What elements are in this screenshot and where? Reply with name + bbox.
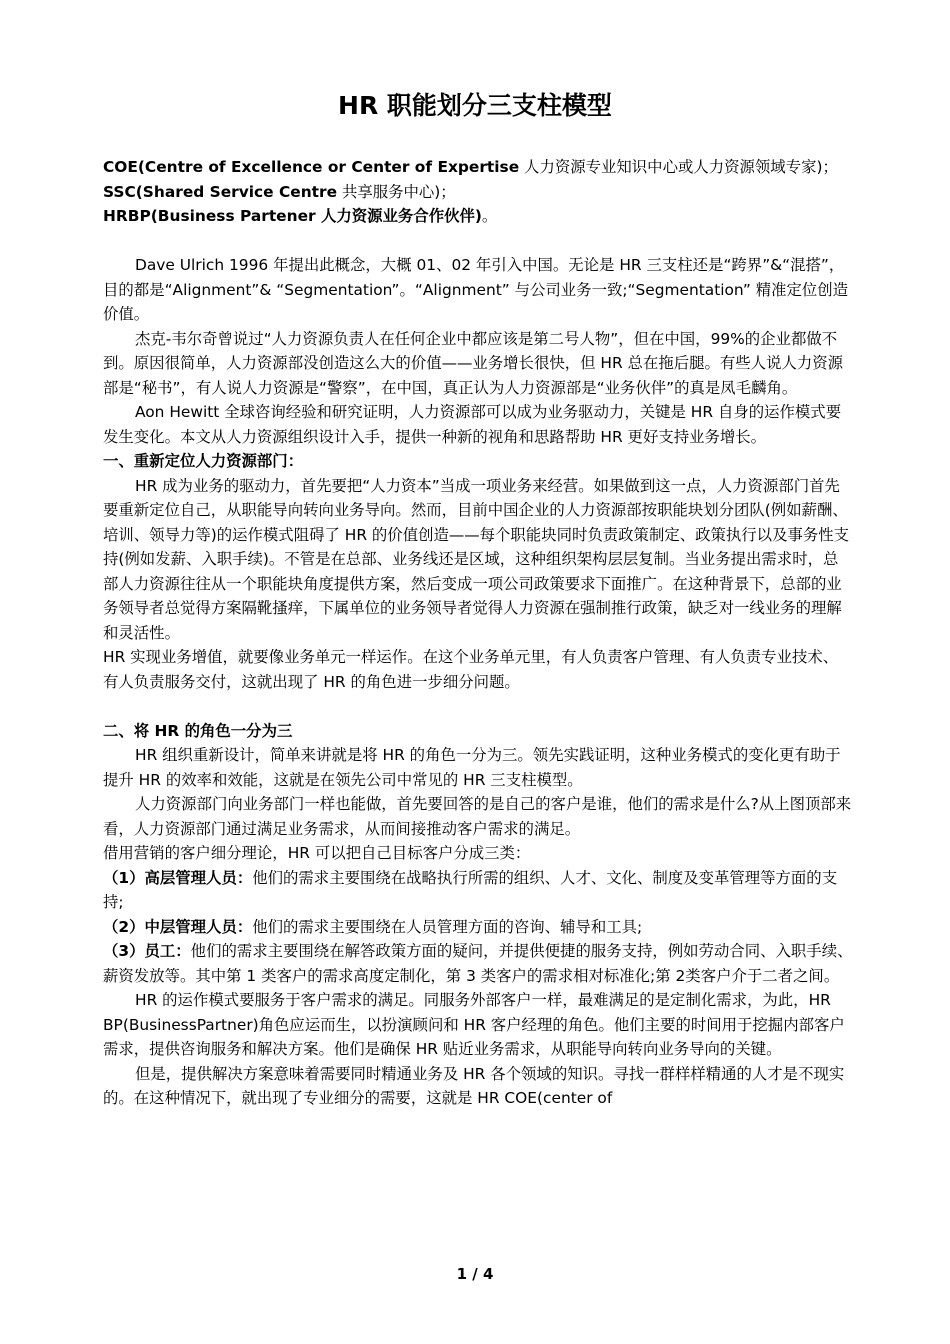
intro-paragraph-2: 杰克-韦尔奇曾说过“人力资源负责人在任何企业中都应该是第二号人物”，但在中国，99%的企业都做不到。原因很简单，人力资源部没创造这么大的价值——业务增长很快，但 HR 总在拖后腿。有些人说人力资源部是“秘书”，有人说人力资源是“警察”，在中国，真正认为人力资源部是“业务伙伴”的真是凤毛麟角。 xyxy=(103,329,844,397)
coe-term: COE(Centre of Excellence or Center of Expertise xyxy=(103,158,520,176)
hrbp-description: 。 xyxy=(481,207,498,225)
section2-paragraph-2: 人力资源部门向业务部门一样也能做，首先要回答的是自己的客户是谁，他们的需求是什么?从上图顶部来看，人力资源部门通过满足业务需求，从而间接推动客户需求的满足。 xyxy=(103,795,852,838)
customer-type-2-label: （2）中层管理人员： xyxy=(103,917,253,936)
document-title: HR 职能划分三支柱模型 xyxy=(338,91,612,120)
intro-paragraph-3: Aon Hewitt 全球咨询经验和研究证明，人力资源部可以成为业务驱动力，关键是 HR 自身的运作模式要发生变化。本文从人力资源组织设计入手，提供一种新的视角和思路帮助 HR 更好支持业务增长。 xyxy=(103,403,842,446)
section2-paragraph-3: 借用营销的客户细分理论，HR 可以把自己目标客户分成三类： xyxy=(103,844,531,862)
customer-type-3-text: 他们的需求主要围绕在解答政策方面的疑问，并提供便捷的服务支持，例如劳动合同、入职手续、薪资发放等。其中第 1 类客户的需求高度定制化，第 3 类客户的需求相对标准化;第 2类客户介于二者之间。 xyxy=(103,942,853,985)
section2-paragraph-4: HR 的运作模式要服务于客户需求的满足。同服务外部客户一样，最难满足的是定制化需求，为此，HR BP(BusinessPartner)角色应运而生，以扮演顾问和 HR 客户经理的角色。他们主要的时间用于挖掘内部客户需求，提供咨询服务和解决方案。他们是确保 HR 贴近业务需求，从职能导向转向业务导向的关键。 xyxy=(103,991,845,1058)
hrbp-term: HRBP(Business Partener 人力资源业务合作伙伴) xyxy=(103,207,482,225)
section2-paragraph-5: 但是，提供解决方案意味着需要同时精通业务及 HR 各个领域的知识。寻找一群样样精通的人才是不现实的。在这种情况下，就出现了专业细分的需要，这就是 HR COE(center of xyxy=(103,1064,845,1107)
page-number: 1 / 4 xyxy=(456,1265,494,1283)
document-body xyxy=(103,155,853,1111)
section1-heading: 一、重新定位人力资源部门： xyxy=(103,452,304,470)
customer-type-2 xyxy=(103,915,853,940)
customer-type-1-text: 他们的需求主要围绕在战略执行所需的组织、人才、文化、制度及变革管理等方面的支持; xyxy=(103,868,838,911)
customer-type-1-label: （1）高层管理人员： xyxy=(103,868,253,887)
section2-heading: 二、将 HR 的角色一分为三 xyxy=(103,721,293,740)
intro-paragraph-1: Dave Ulrich 1996 年提出此概念，大概 01、02 年引入中国。无论是 HR 三支柱还是“跨界”&“混搭”，目的都是“Alignment”& “Segmentation”。“Alignment” 与公司业务一致;“Segmentation” 精准定位创造价值。 xyxy=(103,256,849,323)
customer-type-2-text: 他们的需求主要围绕在人员管理方面的咨询、辅导和工具; xyxy=(252,917,643,936)
spacer xyxy=(103,694,853,719)
ssc-description: 共享服务中心)； xyxy=(337,182,456,201)
customer-type-1 xyxy=(103,866,853,915)
definition-hrbp xyxy=(103,204,853,229)
customer-type-3-label: （3）员工： xyxy=(103,942,191,960)
section1-paragraph-1: HR 成为业务的驱动力，首先要把“人力资本”当成一项业务来经营。如果做到这一点，人力资源部门首先要重新定位自己，从职能导向转向业务导向。然而，目前中国企业的人力资源部按职能块划分团队(例如薪酬、培训、领导力等)的运作模式阻碍了 HR 的价值创造——每个职能块同时负责政策制定、政策执行以及事务性支持(例如发薪、入职手续)。不管是在总部、业务线还是区域，这种组织架构层层复制。当业务提出需求时，总部人力资源往往从一个职能块角度提供方案，然后变成一项公司政策要求下面推广。在这种背景下，总部的业务领导者总觉得方案隔靴搔痒，下属单位的业务领导者觉得人力资源在强制推行政策，缺乏对一线业务的理解和灵活性。 xyxy=(103,476,850,642)
coe-description: 人力资源专业知识中心或人力资源领域专家)； xyxy=(519,158,838,176)
section1-paragraph-2: HR 实现业务增值，就要像业务单元一样运作。在这个业务单元里，有人负责客户管理、有人负责专业技术、有人负责服务交付，这就出现了 HR 的角色进一步细分问题。 xyxy=(103,648,839,691)
spacer xyxy=(103,229,853,254)
customer-type-3 xyxy=(103,939,853,988)
definition-ssc xyxy=(103,180,853,205)
section2-paragraph-1: HR 组织重新设计，简单来讲就是将 HR 的角色一分为三。领先实践证明，这种业务模式的变化更有助于提升 HR 的效率和效能，这就是在领先公司中常见的 HR 三支柱模型。 xyxy=(103,746,841,789)
ssc-term: SSC(Shared Service Centre xyxy=(103,182,338,201)
definition-coe xyxy=(103,155,853,180)
